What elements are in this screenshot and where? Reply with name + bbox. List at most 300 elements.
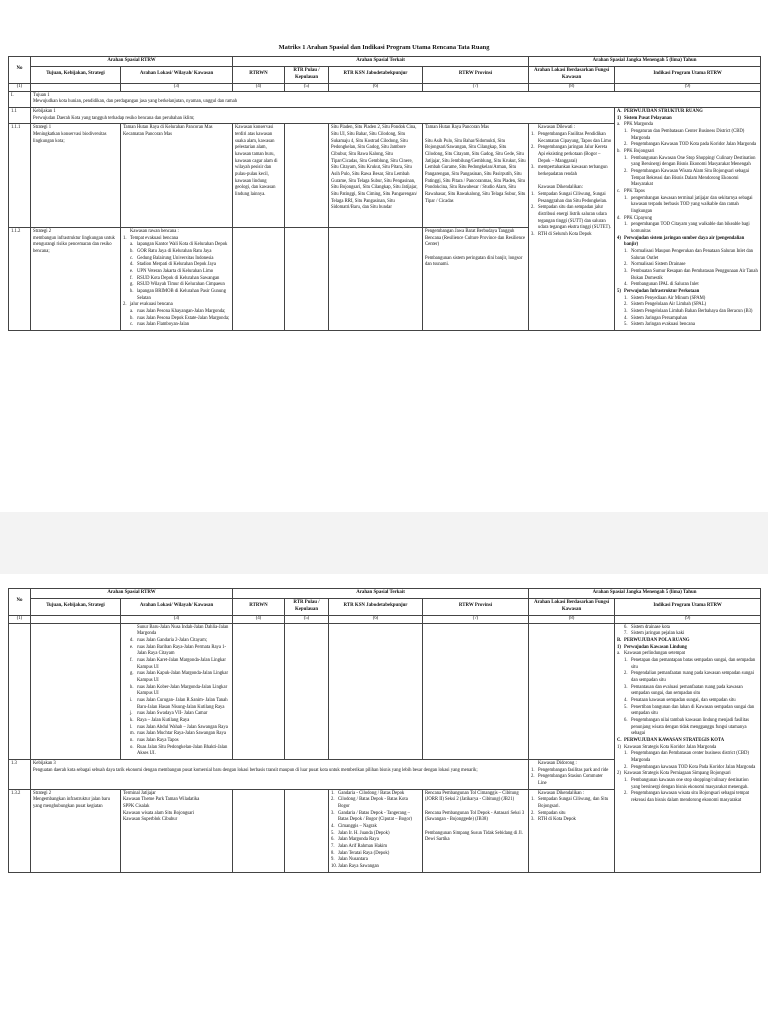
list-item — [617, 269, 758, 282]
list-marker: g. — [130, 282, 134, 288]
list-marker: 4. — [624, 282, 628, 288]
list-item-text: Kawasan rawan bencana : — [130, 228, 179, 234]
program-cell — [615, 107, 761, 330]
col-program: Indikasi Program Utama RTRW — [615, 598, 761, 615]
list-item — [123, 302, 230, 309]
list-item — [331, 844, 420, 851]
list-item-text: Sistem drainase kota — [631, 624, 670, 630]
group-jangka: Arahan Spasial Jangka Menengah 5 (lima) Tahun — [529, 589, 761, 599]
list-item-text: RTH di Seluruh Kota Depok — [538, 231, 592, 237]
list-marker: 1) — [617, 644, 621, 650]
page-gap — [0, 512, 768, 574]
list-item — [617, 296, 758, 303]
list-item-text: Sistem Penyediaan Air Minum (SPAM) — [631, 295, 706, 301]
strategi-cell — [31, 623, 121, 759]
lokasi-list — [123, 229, 230, 329]
list-item-text: Pengembangan kawasan wisata situ Bojongsari sebagai tempat rekreasi dan bisnis dalam mendorong ekonomi masyarakat — [631, 791, 749, 803]
list-item-text: Jalan Margonda Raya — [338, 837, 379, 843]
list-marker: 1. — [624, 295, 628, 301]
list-item-text: ruas Jalan Pesona Depok Estate-Jalan Margonda; — [137, 315, 230, 321]
list-marker: 1. — [624, 222, 628, 228]
list-item-text: Pengembangan fasilitas park and ride — [538, 767, 609, 773]
col-number: (1) — [9, 83, 31, 91]
list-item — [617, 129, 758, 142]
list-item — [531, 761, 612, 768]
col-number: (8) — [529, 83, 615, 91]
list-item-text: Sempadan Sungai Ciliwung, Sungai Pesanggrahan dan Situ Pedongkelan. — [538, 191, 608, 204]
list-item-text: ruas Jalan Raya Tapos — [137, 737, 179, 743]
list-item — [531, 145, 612, 165]
list-item — [617, 109, 758, 116]
list-item — [123, 671, 230, 684]
ksn-cell — [329, 227, 423, 330]
list-item-text: Jalan Nusantara — [338, 857, 368, 863]
list-item-text: UPN Veteran Jakarta di Kelurahan Limo — [137, 269, 214, 274]
fungsi-cell — [529, 124, 615, 331]
list-item-text: Sistem Jaringan evakuasi bencana — [631, 322, 695, 328]
list-marker: 6. — [624, 624, 628, 630]
rtrw-provinsi-cell: Taman Hutan Raya Pancoran Mas Situ Asih Pulo, Situ Bahar/Sidomukti, Situ Bojongsari/Sawangan, Situ Cilangkap, Situ Cilodong, Situ Citayam, Situ Gadog, Situ Gede, Situ Jatijajar, Situ Jembilung/Gemblung, Situ Krukut, Situ Lembah Gurame, Situ Pedongkelan/Arman, Situ Pangarengan, Situ Pangasinan, Situ Pasirputih, Situ Patinggi, Situ Pitara / Pancoranmas, Situ Pladen, Situ Pondokcina, Situ Rawabesar / Studio Alam, Situ Rawahasar, Situ Rawakalong, Situ Telaga Subur, Situ Tipar / Cicadas — [423, 124, 529, 228]
list-item — [123, 249, 230, 256]
list-marker: 1. — [123, 235, 127, 241]
list-item-text: RTH di Kota Depok — [538, 817, 576, 823]
list-marker: a. — [617, 122, 621, 128]
list-marker: d. — [617, 215, 621, 221]
list-item-text: Cilodong / Batas Depok - Batas Kota Bogor — [338, 797, 408, 809]
list-item — [617, 216, 758, 223]
list-item — [531, 179, 612, 186]
list-item-text: Perwujudan Infrastruktur Perkotaan — [624, 289, 700, 295]
list-item-text: pengembangan TOD Citayam yang walkable dan bikeable bagi komunitas — [631, 222, 750, 234]
list-item — [617, 309, 758, 316]
list-item-text: Sistem Pengelolaan Limbah Bahan Berbahaya dan Beracun (B3) — [631, 309, 753, 315]
list-item — [617, 149, 758, 156]
list-marker: 2. — [624, 671, 628, 677]
kebijakan-description: Perwujudan Daerah Kota yang tangguh terhadap resiko bencana dan perubahan iklim; — [33, 115, 195, 121]
list-marker: 2. — [531, 810, 535, 816]
list-item-text: Gandaria / Batas Depok - Tangerang – Batas Depok / Bogor (Ciputat – Bogor) — [338, 810, 412, 823]
list-item — [123, 698, 230, 711]
list-item — [123, 658, 230, 671]
list-marker: 1. — [624, 657, 628, 663]
list-marker: 2. — [624, 168, 628, 174]
list-marker: b. — [130, 315, 134, 321]
list-marker: n. — [130, 737, 134, 743]
list-item — [123, 711, 230, 718]
list-item — [617, 671, 758, 684]
list-item-text: Pengembangan Kawasan TOD Kota pada Koridor Jalan Margonda — [631, 142, 757, 148]
list-item-text: Pengembangan Fasilitas Pendidikan Kecamatan Cipayung, Tapos dan Limo — [538, 131, 612, 144]
rtr-pulau-cell — [285, 623, 329, 759]
list-item — [617, 302, 758, 309]
col-tujuan: Tujuan, Kebijakan, Strategi — [31, 598, 121, 615]
rtrwn-cell: Kawasan konservasi terdiri atas kawasan suaka alam, kawasan pelestarian alam, kawasan taman buru, kawasan cagar alam di wilayah pesisir dan pulau-pulau kecil, kawasan lindung geologi, dan kawasan lindung lainnya. — [233, 124, 285, 228]
list-item-text: ruas Jalan Gandaria 2-Jalan Citayam; — [137, 637, 208, 643]
list-item-text: Pengembangan Kawasan Wisata Alam Situ Bojongsari sebagai Tempat Rekreasi dan Bisnis Dalam Mendorong Ekonomi Masyarakat — [631, 168, 749, 188]
list-marker: 1. — [624, 155, 628, 161]
col-tujuan: Tujuan, Kebijakan, Strategi — [31, 66, 121, 83]
list-marker: 5) — [617, 289, 621, 295]
list-item — [123, 256, 230, 263]
list-marker: B. — [617, 637, 622, 643]
list-marker: j. — [130, 711, 133, 717]
rtr-pulau-cell — [285, 227, 329, 330]
program-list — [617, 109, 758, 329]
program-list — [617, 625, 758, 805]
list-item — [617, 142, 758, 149]
table-header — [9, 57, 761, 92]
list-marker: 5. — [624, 704, 628, 710]
list-item — [617, 169, 758, 189]
list-item — [123, 638, 230, 645]
list-marker: b. — [617, 148, 621, 154]
list-item-text: Sistem jaringan pejalan kaki — [631, 631, 685, 637]
list-item-text: Kawasan Strategis Kota Koridor Jalan Margonda — [624, 744, 717, 750]
list-item — [123, 322, 230, 329]
list-item — [331, 797, 420, 810]
rtrwn-cell — [233, 227, 285, 330]
list-item — [123, 309, 230, 316]
list-item — [617, 249, 758, 262]
document-page-2 — [0, 574, 768, 1024]
list-marker: m. — [130, 731, 135, 737]
list-item-text: PERWUJUDAN KAWASAN STRATEGIS KOTA — [624, 737, 725, 743]
list-item — [531, 192, 612, 205]
list-marker: 3. — [531, 231, 535, 237]
list-item — [123, 745, 230, 758]
list-item — [617, 282, 758, 289]
col-number: (9) — [615, 83, 761, 91]
list-item — [123, 262, 230, 269]
col-no: No — [9, 57, 31, 84]
list-item-text: Gandaria - Cilodong / Batas Depok — [338, 790, 405, 796]
list-item — [123, 625, 230, 638]
list-marker: 3. — [624, 309, 628, 315]
list-marker: 1. — [624, 195, 628, 201]
lokasi-cell — [121, 227, 233, 330]
list-item — [123, 236, 230, 243]
col-rtrwn: RTRWN — [233, 66, 285, 83]
list-item — [617, 316, 758, 323]
fungsi-list — [531, 761, 612, 788]
list-item — [617, 262, 758, 269]
list-item-text: Sistem Pengelolaan Air Limbah (SPAL) — [631, 302, 707, 308]
list-marker: 1) — [617, 744, 621, 750]
list-marker: 4) — [617, 235, 621, 241]
list-item-text: Pengendalian pemanfaatan ruang pada kawasan sempadan sungai dan sempadan situ — [631, 671, 754, 683]
list-item-text: GOR Ratu Jaya di Kelurahan Ratu Jaya — [137, 248, 212, 254]
list-marker: 1. — [331, 790, 335, 796]
list-item — [123, 685, 230, 698]
rtrwn-cell — [233, 789, 285, 872]
list-item — [617, 718, 758, 738]
group-rtrw: Arahan Spasial RTRW — [31, 57, 233, 67]
list-item-text: PPK Bojongsari — [624, 148, 655, 154]
list-item-text: Pembuatan Sumur Resapan dan Pembatasan Penggunaan Air Tanah Bukan Domestik — [631, 269, 758, 281]
list-item — [123, 276, 230, 283]
list-item-text: ruas Jalan Swadaya VII- Jalan Camar — [137, 711, 208, 717]
list-marker: d. — [130, 262, 134, 268]
list-marker: C. — [617, 737, 622, 743]
list-item-text: ruas Jalan Bariban Raya-Jalan Permata Raya 1-Jalan Raya Citayam — [137, 644, 227, 657]
list-item — [123, 282, 230, 289]
list-item-text: Pengembangan Stasiun Commuter Line — [538, 774, 603, 786]
list-item-text: Kawasan Dikendalikan : — [538, 790, 585, 796]
list-item — [123, 242, 230, 249]
list-item-text: PERWUJUDAN STRUKTUR RUANG — [624, 108, 703, 114]
list-marker: 4. — [331, 824, 335, 830]
list-item-text: Kawasan perlindungan setempat — [624, 651, 685, 657]
list-item-text: Pembangunan kawasan one stop shopping/culinary destination yang bersinergi dengan bisnis ekonomi masyarakat menengah. — [631, 777, 749, 790]
list-item-text: Kawasan Dilewati : — [538, 125, 575, 131]
row-number: 1.1.1 — [9, 124, 31, 228]
list-item-text: Sistem Jaringan Persampahan — [631, 315, 688, 321]
list-marker: a. — [617, 651, 621, 657]
rtrw-provinsi-cell — [423, 623, 529, 759]
col-number: (6) — [329, 83, 423, 91]
list-marker: 2. — [531, 774, 535, 780]
list-item — [617, 705, 758, 718]
list-marker: 1. — [624, 751, 628, 757]
list-item-text: Penertiban bangunan dan lahan di Kawasan sempadan sungai dan sempadan situ — [631, 704, 755, 717]
col-number: (8) — [529, 615, 615, 623]
list-marker: e. — [130, 269, 134, 274]
list-item-text: Sempadan Sungai Ciliwung, dan Situ Bojongsari. — [538, 797, 609, 809]
col-rtrwn: RTRWN — [233, 598, 285, 615]
program-cell — [615, 623, 761, 872]
list-marker: 4. — [624, 315, 628, 321]
col-number: (9) — [615, 615, 761, 623]
kebijakan-label: Kebijakan 1 — [33, 108, 56, 114]
list-marker: 2. — [624, 142, 628, 148]
list-item — [617, 116, 758, 123]
list-marker: 1. — [531, 767, 535, 773]
row-number: 1.1.2 — [9, 227, 31, 330]
list-item — [331, 824, 420, 831]
list-marker: b. — [130, 248, 134, 254]
list-item-text: Perwujudan Kawasan Lindung — [624, 644, 687, 650]
strategi-cell: Strategi 1 Meningkatkan konservasi biodiversitas lingkungan kota; — [31, 124, 121, 228]
list-marker: 6. — [624, 717, 628, 723]
list-item — [531, 185, 612, 192]
list-item — [617, 791, 758, 804]
list-item — [617, 765, 758, 772]
table-header — [9, 589, 761, 624]
list-item — [531, 125, 612, 132]
list-item — [617, 698, 758, 705]
col-number: (3) — [121, 615, 233, 623]
list-item-text: ruas Jalan Curugan- Jalan R.Sanim- Jalan Tanah Baru-Jalan Hasan Nisung-Jalan Kutilang Raya — [137, 697, 228, 710]
list-item — [617, 658, 758, 671]
list-item — [331, 851, 420, 858]
row-number — [9, 623, 31, 759]
list-item-text: mempertahankan kawasan terbangun berkepadatan rendah — [538, 165, 608, 177]
list-item — [617, 645, 758, 652]
list-item-text: ruas Jalan Abdul Wahab – Jalan Sawangan Raya — [137, 724, 228, 730]
list-item-text: Perwujudan sistem jaringan sumber daya air (pengendalian banjir) — [624, 235, 745, 248]
tujuan-label: Tujuan 1 — [33, 92, 50, 98]
list-item-text: Raya – Jalan Kutilang Raya — [137, 717, 190, 723]
col-lokasi: Arahan Lokasi/ Wilayah/ Kawasan — [121, 598, 233, 615]
list-item — [617, 289, 758, 296]
ksn-cell — [329, 789, 423, 872]
ksn-cell: Situ Pladen, Situ Pladen 2, Situ Pondok Cina, Situ UI, Situ Bahar, Situ Cilodong, Situ Sukamaju 4, Situ Kostrad Cilodong, Situ Pedongkelan, Situ Gadog, Situ Jambore Cibubur, Situ Rawa Kalong, Situ Tipar/Cicadas, Situ Gemblung, Situ Cinere, Situ Citayam, Situ Krukut, Situ Pitara, Situ Asih Pulo, Situ Rawa Besar, Situ Lembah Gurame, Situ Telaga Subur, Situ Pengasinan, Situ Bojongsari, Situ Cilangkap, Situ Jatijajar, Situ Patinggi, Situ Ciming, Situ Pangarengan/ Telaga RRI, Situ Pangasinan, Situ Sidomatri/Baru, dan Situ bundar — [329, 124, 423, 228]
list-marker: 3. — [624, 684, 628, 690]
list-item-text: Sempadan situ dan sempadan jalur distribusi energi listrik saluran udara tegangan tinggi (SUTT) dan saluran udara tegangan ekstra tinggi (SUTET). — [538, 205, 612, 231]
row-number: 1.1 — [9, 107, 31, 123]
list-marker: f. — [130, 275, 133, 281]
kebijakan-cell — [31, 107, 615, 123]
row-number: I. — [9, 91, 31, 107]
list-item-text: ruas Jalan Muchtar Raya-Jalan Sawangan Raya — [137, 731, 226, 737]
list-marker: 1. — [624, 128, 628, 134]
list-item — [531, 791, 612, 798]
list-item — [531, 205, 612, 232]
fungsi-cell — [529, 623, 615, 759]
list-item — [617, 222, 758, 235]
ksn-list — [331, 791, 420, 871]
rtr-pulau-cell — [285, 789, 329, 872]
list-marker: 10. — [331, 864, 337, 870]
tujuan-description: Mewujudkan kota hunian, pendidikan, dan perdagangan jasa yang berkelanjutan, nyaman, unggul dan ramah — [33, 99, 238, 105]
list-item — [617, 651, 758, 658]
list-marker: 1. — [531, 191, 535, 197]
group-jangka: Arahan Spasial Jangka Menengah 5 (lima) Tahun — [529, 57, 761, 67]
list-item-text: ruas Jalan Karet-Jalan Margonda-Jalan Lingkar Kampus UI — [137, 657, 226, 670]
list-item — [123, 269, 230, 276]
strategi-cell: Strategi 2 membangun infrastruktur lingkungan untuk mengurangi risiko pencemaran dan resiko bencana; — [31, 227, 121, 330]
lokasi-cell: Taman Hutan Raya di Kelurahan Pancoran Mas Kecamatan Pancoran Mas — [121, 124, 233, 228]
list-item — [617, 638, 758, 645]
list-item — [617, 631, 758, 638]
lokasi-list — [123, 625, 230, 758]
list-marker: 2. — [624, 262, 628, 268]
list-marker: h. — [130, 684, 134, 690]
list-item — [331, 857, 420, 864]
list-item-text: Jalan Teratai Raya (Depok) — [338, 850, 390, 856]
list-item — [531, 817, 612, 824]
matrix-table-page-1 — [8, 56, 761, 331]
list-item — [123, 316, 230, 323]
list-marker: 2. — [331, 797, 335, 803]
list-item-text: Pengembangan dan Pembatasan center business district (CBD) Margonda — [631, 751, 749, 763]
list-item-text: Pengembangan jaringan Jalur Kereta Api eksisting perkotaan (Bogor – Depok – Manggarai) — [538, 145, 608, 164]
list-marker: 7. — [624, 631, 628, 637]
list-item-text: RSUD Wilayah Timur di Kelurahan Cimpaeun — [137, 282, 225, 288]
col-number: (5) — [285, 615, 329, 623]
list-item — [617, 738, 758, 745]
fungsi-cell — [529, 789, 615, 872]
list-marker: c. — [130, 322, 134, 328]
list-item-text: Gedung Balairung Universitas Indonesia — [137, 255, 214, 261]
list-item-text: Sistem Pusat Pelayanan — [624, 115, 672, 121]
list-item — [331, 831, 420, 838]
list-item-text: Pemantauan dan evaluasi pemanfaatan ruang pada kawasan sempadan sungai, dan sempadan situ — [631, 684, 743, 697]
table-row-kebijakan — [9, 107, 761, 123]
list-item — [531, 774, 612, 787]
list-marker: h. — [130, 289, 134, 295]
col-number: (4) — [233, 615, 285, 623]
strategi-cell: Strategi 2 Mengembangkan infrastruktur jalan baru yang menghubungkan pusat kegiatan — [31, 789, 121, 872]
list-item-text: Normalisasi Maupun Pengerukan dan Penataan Saluran Inlet dan Saluran Outlet — [631, 248, 754, 261]
list-marker: 2. — [624, 791, 628, 797]
list-item — [123, 738, 230, 745]
col-number — [31, 83, 121, 91]
group-terkait: Arahan Spasial Terkait — [233, 589, 529, 599]
kebijakan-label: Kebijakan 3 — [33, 760, 56, 766]
col-ksn: RTR KSN Jabodetabekpunjur — [329, 598, 423, 615]
list-marker: 5. — [331, 830, 335, 836]
list-item-text: ruas Jalan Kapuk-Jalan Margonda-Jalan Lingkar Kampus UI — [137, 671, 229, 683]
row-number: 1.3 — [9, 759, 31, 789]
col-rtrw-provinsi: RTRW Provinsi — [423, 598, 529, 615]
list-item-text: lapangan BRIMOB di Kelurahan Pasir Gunung Selatan — [137, 289, 226, 301]
col-rtr-pulau: RTR Pulau / Kepulauan — [285, 66, 329, 83]
list-marker: 1. — [624, 777, 628, 783]
list-item-text: PPK Cipayung — [624, 215, 653, 221]
ksn-cell — [329, 623, 423, 759]
list-item-text: pengembangan kawasan terminal jatijajar dan sekitarnya sebagai kawasan terpadu berbasis TOD yang walkable dan ramah lingkungan — [631, 195, 753, 214]
list-marker: i. — [130, 697, 133, 703]
list-marker: a. — [130, 309, 134, 315]
list-item — [617, 771, 758, 778]
list-marker: 1) — [617, 115, 621, 121]
list-marker: 2. — [123, 302, 127, 308]
list-item-text: Sempadan situ — [538, 810, 566, 816]
list-marker: a. — [130, 242, 134, 248]
list-marker: 5. — [624, 322, 628, 328]
list-marker: 2. — [531, 205, 535, 211]
list-item-text: Sunur Baru-Jalan Nusa Indah-Jalan Dahlia-Jalan Margonda — [137, 624, 229, 637]
list-item-text: PPK Tapos — [624, 188, 645, 194]
col-fungsi: Arahan Lokasi Berdasarkan Fungsi Kawasan — [529, 598, 615, 615]
list-item — [617, 745, 758, 752]
list-marker: o. — [130, 744, 134, 750]
list-marker: 7. — [331, 844, 335, 850]
list-marker: 2. — [531, 145, 535, 151]
list-item — [123, 645, 230, 658]
list-item — [531, 165, 612, 178]
list-item — [617, 685, 758, 698]
list-item — [123, 725, 230, 732]
fungsi-list — [531, 791, 612, 824]
table-row-tujuan — [9, 91, 761, 107]
list-item — [531, 811, 612, 818]
list-item-text: Pengembangan nilai tambah kawasan lindung menjadi fasilitas penunjang wisata dengan tidak mengganggu fungsi utamanya sebagai — [631, 717, 749, 737]
document-title: Matriks 1 Arahan Spasial dan Indikasi Program Utama Rencana Tata Ruang — [278, 44, 490, 51]
list-item-text: Jalan Ir. H. Juanda (Depok) — [338, 830, 390, 836]
list-marker: 8. — [331, 850, 335, 856]
list-marker: 2) — [617, 771, 621, 777]
list-marker: 3. — [531, 817, 535, 823]
row-number: 1.3.2 — [9, 789, 31, 872]
list-item — [123, 289, 230, 302]
list-item-text: Tempat evakuasi bencana — [130, 235, 179, 241]
list-item — [617, 156, 758, 169]
col-number: (5) — [285, 83, 329, 91]
list-item — [331, 791, 420, 798]
list-marker: e. — [130, 644, 134, 650]
col-number: (7) — [423, 615, 529, 623]
list-item-text: lapangan Kantor Wali Kota di Kelurahan Depok — [137, 242, 228, 248]
col-lokasi: Arahan Lokasi/ Wilayah/ Kawasan — [121, 66, 233, 83]
list-marker: f. — [130, 657, 133, 663]
col-number — [31, 615, 121, 623]
kebijakan-cell — [31, 759, 529, 789]
list-item-text: ruas Jalan Pesona Khayangan-Jalan Margonda; — [137, 309, 226, 315]
list-item — [617, 122, 758, 129]
rtrwn-cell — [233, 623, 285, 759]
